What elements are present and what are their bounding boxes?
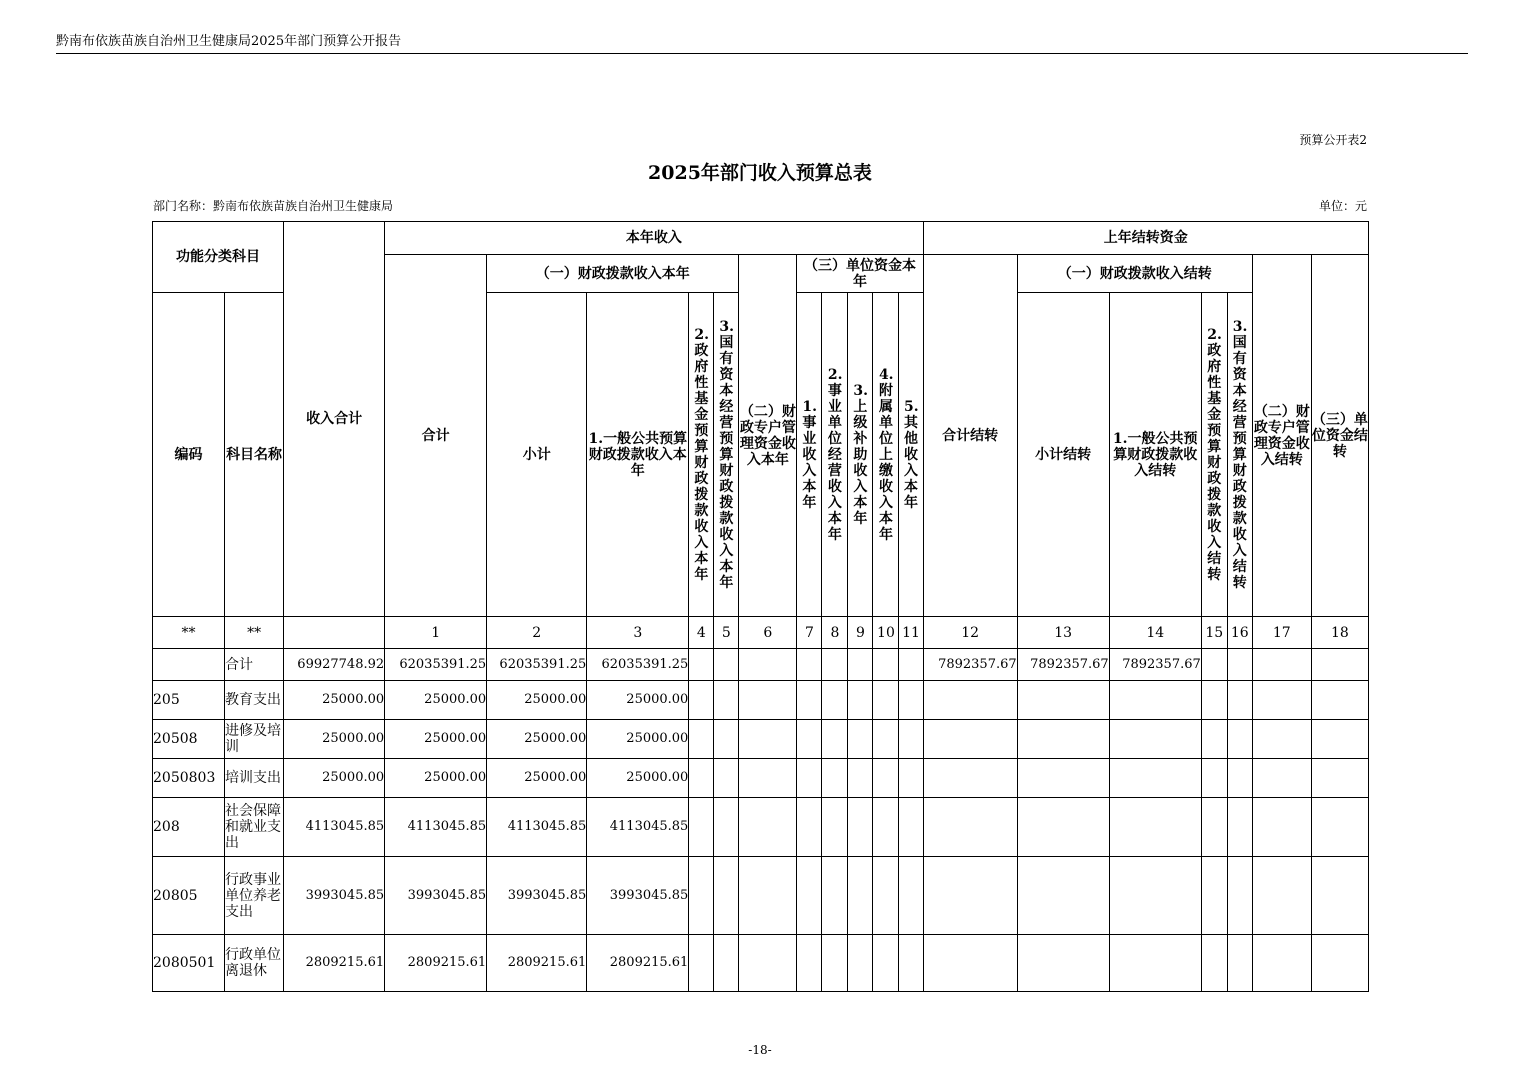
header-special-account-carry: （二）财政专户管理资金收入结转 [1252,255,1311,617]
row-empty-cell [848,798,873,857]
header-operating-income [822,293,848,617]
header-income-total: 收入合计 [284,222,385,617]
row-subtotal: 25000.00 [487,759,587,798]
row-total: 4113045.85 [385,798,487,857]
table-row [153,759,1369,798]
row-subtotal-carry [1017,857,1109,935]
row-empty-cell [689,798,714,857]
row-total: 62035391.25 [385,649,487,681]
row-empty-cell [899,720,923,759]
index-cell: 16 [1227,617,1252,649]
row-subject-name: 行政单位离退休 [225,935,284,992]
header-total-carry: 合计结转 [923,255,1017,617]
row-empty-cell [899,935,923,992]
row-empty-cell [739,720,797,759]
page-number: -18- [748,1043,772,1057]
table-row [153,720,1369,759]
header-state-capital-carry [1227,293,1252,617]
row-empty-cell [714,649,739,681]
row-income-total: 2809215.61 [284,935,385,992]
header-subject-name: 科目名称 [225,293,284,617]
row-empty-cell [822,798,848,857]
row-total-carry [923,857,1017,935]
row-general-public-carry [1109,720,1201,759]
row-code [153,649,225,681]
table-body [153,649,1369,992]
row-empty-cell [1201,857,1227,935]
index-cell: 15 [1201,617,1227,649]
row-empty-cell [873,935,899,992]
header-fiscal-carry: （一）财政拨款收入结转 [1017,255,1252,293]
header-unit-funds: （三）单位资金本年 [797,255,923,293]
row-empty-cell [1227,681,1252,720]
row-empty-cell [1252,935,1311,992]
header-general-public-carry: 1.一般公共预算财政拨款收入结转 [1109,293,1201,617]
row-total: 2809215.61 [385,935,487,992]
row-empty-cell [822,935,848,992]
row-empty-cell [1252,857,1311,935]
index-cell: 18 [1311,617,1368,649]
row-subtotal-carry [1017,759,1109,798]
row-empty-cell [822,857,848,935]
table-row [153,681,1369,720]
department-name: 部门名称：黔南布依族苗族自治州卫生健康局 [153,199,394,213]
row-general-public: 2809215.61 [587,935,689,992]
row-code: 208 [153,798,225,857]
row-subject-name: 合计 [225,649,284,681]
header-general-public: 1.一般公共预算财政拨款收入本年 [587,293,689,617]
index-cell: 1 [385,617,487,649]
row-empty-cell [848,720,873,759]
row-empty-cell [1252,681,1311,720]
row-subtotal: 3993045.85 [487,857,587,935]
row-subtotal-carry [1017,798,1109,857]
row-empty-cell [797,720,822,759]
row-empty-cell [689,759,714,798]
header-subsidy-income-text: 3.上级补助收入本年 [853,382,869,527]
row-empty-cell [873,681,899,720]
row-subject-name: 进修及培训 [225,720,284,759]
index-row [153,617,1369,649]
index-cell: ** [153,617,225,649]
row-income-total: 25000.00 [284,720,385,759]
header-gov-fund [689,293,714,617]
row-empty-cell [873,857,899,935]
index-cell: 5 [714,617,739,649]
row-empty-cell [739,681,797,720]
row-subject-name: 社会保障和就业支出 [225,798,284,857]
header-state-capital [714,293,739,617]
row-empty-cell [1227,720,1252,759]
row-empty-cell [714,798,739,857]
row-empty-cell [848,857,873,935]
row-income-total: 4113045.85 [284,798,385,857]
row-empty-cell [689,720,714,759]
row-empty-cell [848,759,873,798]
header-affiliated-income-text: 4.附属单位上缴收入本年 [878,366,894,543]
header-func-class: 功能分类科目 [153,222,284,293]
row-empty-cell [873,720,899,759]
row-total-carry [923,720,1017,759]
row-empty-cell [797,759,822,798]
row-code: 20508 [153,720,225,759]
row-subtotal: 4113045.85 [487,798,587,857]
index-cell: 9 [848,617,873,649]
row-empty-cell [1311,681,1368,720]
row-total-carry [923,681,1017,720]
header-state-capital-text: 3.国有资本经营预算财政拨款收入本年 [719,318,734,591]
row-empty-cell [739,798,797,857]
row-income-total: 25000.00 [284,759,385,798]
index-cell: 4 [689,617,714,649]
row-empty-cell [1201,935,1227,992]
row-empty-cell [739,759,797,798]
row-empty-cell [714,720,739,759]
row-code: 2050803 [153,759,225,798]
header-gov-fund-carry-text: 2.政府性基金预算财政拨款收入结转 [1207,326,1222,583]
row-empty-cell [689,857,714,935]
row-empty-cell [1227,798,1252,857]
row-general-public: 62035391.25 [587,649,689,681]
row-empty-cell [848,935,873,992]
row-subject-name: 教育支出 [225,681,284,720]
row-empty-cell [797,681,822,720]
header-current-year: 本年收入 [385,222,923,255]
header-total: 合计 [385,255,487,617]
row-subtotal-carry [1017,935,1109,992]
row-empty-cell [822,720,848,759]
row-general-public-carry [1109,798,1201,857]
row-empty-cell [899,681,923,720]
index-cell: 14 [1109,617,1201,649]
row-empty-cell [689,649,714,681]
row-empty-cell [714,681,739,720]
index-cell: 3 [587,617,689,649]
row-general-public: 25000.00 [587,681,689,720]
header-affiliated-income [873,293,899,617]
row-total: 3993045.85 [385,857,487,935]
row-subject-name: 行政事业单位养老支出 [225,857,284,935]
row-empty-cell [899,857,923,935]
header-operating-income-text: 2.事业单位经营收入本年 [827,366,843,543]
row-empty-cell [797,935,822,992]
row-empty-cell [797,798,822,857]
row-empty-cell [1252,720,1311,759]
row-empty-cell [1311,720,1368,759]
index-cell [284,617,385,649]
row-empty-cell [899,759,923,798]
index-cell: 10 [873,617,899,649]
row-empty-cell [714,935,739,992]
row-empty-cell [873,759,899,798]
row-code: 20805 [153,857,225,935]
row-code: 2080501 [153,935,225,992]
row-empty-cell [689,681,714,720]
row-subtotal: 2809215.61 [487,935,587,992]
header-subtotal-carry: 小计结转 [1017,293,1109,617]
row-general-public: 25000.00 [587,720,689,759]
row-empty-cell [1227,649,1252,681]
row-general-public: 25000.00 [587,759,689,798]
table-label: 预算公开表2 [1299,133,1367,147]
row-subtotal: 62035391.25 [487,649,587,681]
row-empty-cell [848,649,873,681]
row-empty-cell [1201,798,1227,857]
index-cell: 2 [487,617,587,649]
row-subtotal-carry: 7892357.67 [1017,649,1109,681]
index-cell: 17 [1252,617,1311,649]
header-unit-funds-carry: （三）单位资金结转 [1311,255,1368,617]
row-general-public: 3993045.85 [587,857,689,935]
header-fiscal-appropriation: （一）财政拨款收入本年 [487,255,739,293]
row-general-public-carry [1109,681,1201,720]
row-empty-cell [1201,649,1227,681]
row-total-carry: 7892357.67 [923,649,1017,681]
row-empty-cell [899,798,923,857]
row-empty-cell [822,759,848,798]
row-income-total: 25000.00 [284,681,385,720]
row-empty-cell [714,759,739,798]
row-code: 205 [153,681,225,720]
row-empty-cell [739,649,797,681]
row-empty-cell [1227,857,1252,935]
row-empty-cell [1227,759,1252,798]
row-empty-cell [1201,681,1227,720]
row-income-total: 69927748.92 [284,649,385,681]
report-title: 2025年部门收入预算总表 [648,162,872,184]
index-cell: 12 [923,617,1017,649]
table-row [153,649,1369,681]
header-gov-fund-text: 2.政府性基金预算财政拨款收入本年 [694,326,709,583]
row-empty-cell [873,649,899,681]
row-empty-cell [1252,649,1311,681]
row-empty-cell [848,681,873,720]
row-empty-cell [1311,798,1368,857]
row-subtotal: 25000.00 [487,681,587,720]
row-general-public-carry: 7892357.67 [1109,649,1201,681]
index-cell: 7 [797,617,822,649]
index-cell: 13 [1017,617,1109,649]
row-empty-cell [1311,759,1368,798]
row-income-total: 3993045.85 [284,857,385,935]
row-total-carry [923,798,1017,857]
row-empty-cell [1201,759,1227,798]
header-state-capital-carry-text: 3.国有资本经营预算财政拨款收入结转 [1232,318,1248,591]
row-total-carry [923,759,1017,798]
document-header-title: 黔南布依族苗族自治州卫生健康局2025年部门预算公开报告 [56,34,402,49]
header-prior-year: 上年结转资金 [923,222,1368,255]
table-row [153,935,1369,992]
index-cell: 6 [739,617,797,649]
header-subtotal: 小计 [487,293,587,617]
row-subject-name: 培训支出 [225,759,284,798]
header-business-income [797,293,822,617]
header-business-income-text: 1.事业收入本年 [802,398,818,511]
row-general-public-carry [1109,935,1201,992]
table-row [153,857,1369,935]
row-empty-cell [822,649,848,681]
row-empty-cell [689,935,714,992]
row-subtotal: 25000.00 [487,720,587,759]
row-subtotal-carry [1017,720,1109,759]
header-other-income-text: 5.其他收入本年 [904,398,919,511]
header-other-income [899,293,923,617]
row-empty-cell [1311,857,1368,935]
row-empty-cell [873,798,899,857]
row-empty-cell [1311,649,1368,681]
row-general-public: 4113045.85 [587,798,689,857]
row-general-public-carry [1109,857,1201,935]
index-cell: ** [225,617,284,649]
row-total-carry [923,935,1017,992]
row-empty-cell [1311,935,1368,992]
unit-label: 单位：元 [1318,199,1367,213]
row-empty-cell [1252,759,1311,798]
row-total: 25000.00 [385,681,487,720]
header-code: 编码 [153,293,225,617]
row-empty-cell [797,649,822,681]
row-general-public-carry [1109,759,1201,798]
row-total: 25000.00 [385,720,487,759]
row-empty-cell [714,857,739,935]
header-special-account: （二）财政专户管理资金收入本年 [739,255,797,617]
row-empty-cell [739,935,797,992]
index-cell: 11 [899,617,923,649]
row-empty-cell [739,857,797,935]
table-row [153,798,1369,857]
row-empty-cell [1201,720,1227,759]
row-empty-cell [1252,798,1311,857]
header-rule [56,53,1468,54]
income-budget-table [152,221,1369,992]
row-empty-cell [899,649,923,681]
header-gov-fund-carry [1201,293,1227,617]
row-subtotal-carry [1017,681,1109,720]
header-subsidy-income [848,293,873,617]
row-empty-cell [822,681,848,720]
index-cell: 8 [822,617,848,649]
row-total: 25000.00 [385,759,487,798]
row-empty-cell [797,857,822,935]
row-empty-cell [1227,935,1252,992]
